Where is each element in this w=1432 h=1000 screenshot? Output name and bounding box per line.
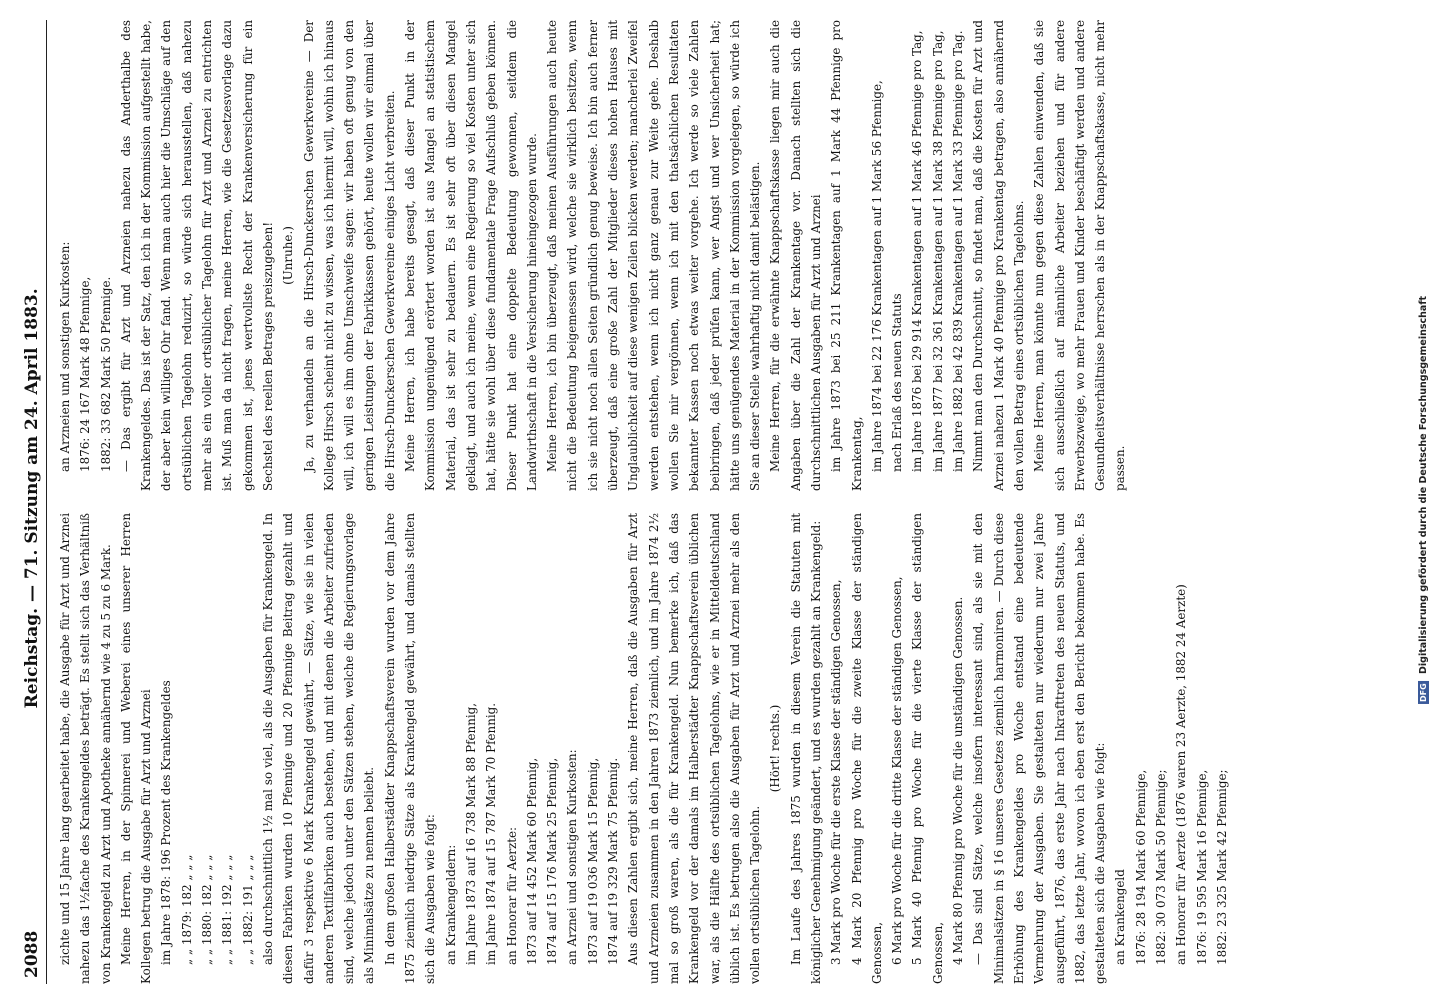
text-paragraph: 1876: 28 194 Mark 60 Pfennige, xyxy=(1133,769,1148,965)
page-number: 2088 xyxy=(22,930,42,978)
text-paragraph: an Arzneien und sonstigen Kurkosten: xyxy=(58,241,72,472)
text-paragraph: „ „ 1881: 192 „ „ „ xyxy=(220,854,235,965)
text-paragraph: im Jahre 1882 bei 42 839 Krankentagen auf 1 Mark 33 Pfennige pro Tag. xyxy=(951,30,966,472)
text-paragraph: im Jahre 1873 auf 16 738 Mark 88 Pfennig, xyxy=(463,702,478,965)
text-paragraph: Meine Herren, ich bin überzeugt, daß meinen Ausführungen auch heute nicht die Bedeutung beigemessen wird, welche sie wirklich besitzen, wenn ich sie nicht noch allen Seiten gründlich genug beweise. Ich bin auch ferner überzeugt, daß eine große Zahl der Mitglieder dieses hohen Hauses mit Unglaublichkeit auf diese wenigen Zeilen blicken werden; mancherlei Zweifel werden entstehen, wenn ich nicht ganz genau zur Weite gehe. Deshalb wollen Sie mir vergönnen, wenn ich mit den thatsächlichen Resultaten bekannter Kassen noch etwas weiter vorgehe. Ich werde so viele Zahlen beibringen, daß jeder prüfen kann, wer Angst und wer Unsicherheit hat; hätte uns genügendes Material in der Kommission vorgelegen, so würde ich Sie an dieser Stelle wahrhaftig nicht damit belästigen. xyxy=(545,20,763,491)
text-paragraph: 1874 auf 19 329 Mark 75 Pfennig. xyxy=(606,757,621,965)
text-paragraph: an Krankengeldern: xyxy=(443,844,458,965)
text-paragraph: 1876: 19 595 Mark 16 Pfennige, xyxy=(1194,769,1209,965)
text-paragraph: (Hört! rechts.) xyxy=(768,704,783,793)
text-paragraph: 1874 auf 15 176 Mark 25 Pfennig, xyxy=(545,757,560,965)
text-paragraph: In dem großen Halberstädter Knappschaftsverein wurden vor dem Jahre 1875 ziemlich niedrige Sätze als Krankengeld gewährt, und damals stellten sich die Ausgaben wie folgt: xyxy=(382,513,438,984)
text-paragraph: 1882: 30 073 Mark 50 Pfennige; xyxy=(1154,769,1169,965)
text-paragraph: im Jahre 1874 bei 22 176 Krankentagen auf 1 Mark 56 Pfennige, xyxy=(869,80,884,472)
text-paragraph: an Honorar für Aerzte: xyxy=(504,826,519,965)
text-paragraph: im Jahre 1877 bei 32 361 Krankentagen auf 1 Mark 38 Pfennige pro Tag, xyxy=(930,30,945,472)
page-title: Reichstag. — 71. Sitzung am 24. April 1883. xyxy=(22,288,42,709)
text-paragraph: also durchschnittlich 1½ mal so viel, als die Ausgaben für Krankengeld. In diesen Fabriken wurden 10 Pfennige und 20 Pfennige Beitrag gezahlt und dafür 3 respektive 6 Mark Krankengeld gewährt, — Sätze, wie sie in vielen anderen Textilfabriken auch bestehen, und mit denen die Arbeiter zufrieden sind, welche jedoch unter den Sätzen stehen, welche die Regierungsvorlage als Minimalsätze zu nennen beliebt. xyxy=(260,513,377,984)
text-paragraph: Ja, zu verhandeln an die Hirsch-Dunckerschen Gewerkvereine — Der Kollege Hirsch scheint nicht zu wissen, was ich hiermit will, wohin ich hinaus will, ich will es ihm ohne Umschweife sagen: wir haben oft genug von den geringen Leistungen der Fabrikkassen gehört, heute wollen wir einmal über die Hirsch-Dunckerschen Gewerkvereine einiges Licht verbreiten. xyxy=(301,20,397,491)
text-paragraph: im Jahre 1874 auf 15 787 Mark 70 Pfennig. xyxy=(484,702,499,965)
text-paragraph: „ „ 1880: 182 „ „ „ xyxy=(200,854,215,965)
text-paragraph: Aus diesen Zahlen ergibt sich, meine Herren, daß die Ausgaben für Arzt und Arzneien zusammen in den Jahren 1873 ziemlich, und im Jahre 1874 2½ mal so groß waren, als die für Krankengeld. Nun bemerke ich, daß das Krankengeld vor der damals im Halberstädter Knappschaftsverein üblichen war, als die Hälfte des ortsüblichen Tagelohns, wie er in Mitteldeutschland üblich ist. Es betrugen also die Ausgaben für Arzt und Arznei mehr als den vollen ortsüblichen Tagelohn. xyxy=(626,513,763,984)
text-columns xyxy=(47,20,1387,984)
text-paragraph: — Das sind Sätze, welche insofern interessant sind, als sie mit den Minimalsätzen in § 16 unseres Gesetzes ziemlich harmoniren. — Durch diese Erhöhung des Krankengeldes pro Woche entstand eine bedeutende Vermehrung der Ausgaben. Sie gestalteten nur wiederum nur zwei Jahre ausgeführt, 1876, das erste Jahr nach Inkrafttreten des neuen Statuts, und 1882, das letzte Jahr, wovon ich eben erst den Bericht bekommen habe. Es gestalteten sich die Ausgaben wie folgt: xyxy=(971,513,1108,984)
digitization-credit xyxy=(1416,0,1430,1000)
text-paragraph: zichte und 15 Jahre lang gearbeitet habe, die Ausgabe für Arzt und Arznei nahezu das 1½fache des Krankengeldes beträgt. Es stellt sich das Verhältniß von Krankengeld zu Arzt und Apotheke annähernd wie 4 zu 5 zu 6 Mark. xyxy=(58,513,113,984)
credit-text: Digitalisierung gefördert durch die Deutsche Forschungsgemeinschaft xyxy=(1417,296,1429,674)
text-paragraph: an Krankengeld xyxy=(1113,869,1128,965)
text-paragraph: Meine Herren, ich habe bereits gesagt, daß dieser Punkt in der Kommission ungenügend erörtert worden ist aus Mangel an statistischem Material, das ist sehr zu bedauern. Es ist sehr oft über diesen Mangel geklagt, und auch ich meine, wenn eine Regierung so viel Kosten unter sich hat, hätte sie wohl über diese fundamentale Frage Aufschluß geben können. Dieser Punkt hat eine doppelte Bedeutung gewonnen, seitdem die Landwirthschaft in die Versicherung hineingezogen wurde. xyxy=(403,20,539,491)
text-paragraph: nach Erlaß des neuen Statuts xyxy=(890,293,905,472)
text-paragraph: an Arznei und sonstigen Kurkosten: xyxy=(565,749,580,965)
text-paragraph: im Jahre 1873 bei 25 211 Krankentagen auf 1 Mark 44 Pfennige pro Krankentag, xyxy=(829,20,864,491)
text-paragraph: Meine Herren, für die erwähnte Knappschaftskasse liegen mir auch die Angaben über die Zahl der Krankentage vor. Danach stellten sich die durchschnittlichen Ausgaben für Arzt und Arznei xyxy=(768,20,823,491)
text-paragraph: 6 Mark pro Woche für die dritte Klasse der ständigen Genossen, xyxy=(890,576,905,965)
text-paragraph: 1873 auf 14 452 Mark 60 Pfennig, xyxy=(524,757,539,965)
text-paragraph: 4 Mark 20 Pfennig pro Woche für die zweite Klasse der ständigen Genossen, xyxy=(849,513,884,984)
dfg-logo: DFG xyxy=(1418,683,1428,702)
text-paragraph: 3 Mark pro Woche für die erste Klasse der ständigen Genossen, xyxy=(829,579,844,965)
text-paragraph: — Das ergibt für Arzt und Arzneien nahezu das Anderthalbe des Krankengeldes. Das ist der Satz, den ich in der Kommission aufgestellt habe, der aber kein williges Ohr fand. Wenn man auch hier die Umschläge auf den ortsüblichen Tagelohn reduzirt, so würde sich herausstellen, daß nahezu mehr als ein voller ortsüblicher Tagelohn für Arzt und Arznei zu entrichten ist. Muß man da nicht fragen, meine Herren, wie die Gesetzesvorlage dazu gekommen ist, jenes wertvollste Recht der Krankenversicherung für ein Sechstel des reellen Betrages preiszugeben! xyxy=(118,20,275,491)
text-paragraph: im Jahre 1876 bei 29 914 Krankentagen auf 1 Mark 46 Pfennige pro Tag, xyxy=(910,30,925,472)
text-paragraph: 1873 auf 19 036 Mark 15 Pfennig, xyxy=(585,757,600,965)
text-paragraph: im Jahre 1878: 196 Prozent des Krankengeldes xyxy=(159,680,174,965)
text-paragraph: 1882: 33 682 Mark 50 Pfennige. xyxy=(98,276,113,472)
text-paragraph: 5 Mark 40 Pfennig pro Woche für die vierte Klasse der ständigen Genossen, xyxy=(910,513,945,984)
text-paragraph: 1876: 24 167 Mark 48 Pfennige, xyxy=(78,276,93,472)
text-paragraph: Meine Herren, man könnte nun gegen diese Zahlen einwenden, daß sie sich ausschließlich auf männliche Arbeiter beziehen und für andere Erwerbszweige, wo mehr Frauen und Kinder beschäftigt werden und andere Gesundheitsverhältnisse herrschen als in der Knappschaftskasse, nicht mehr passen. xyxy=(1032,20,1128,491)
text-paragraph: Meine Herren, in der Spinnerei und Weberei eines unserer Herren Kollegen betrug die Ausgabe für Arzt und Arznei xyxy=(118,513,154,984)
text-paragraph: 1882: 23 325 Mark 42 Pfennige; xyxy=(1214,769,1229,965)
left-column xyxy=(55,513,1387,984)
text-paragraph: 4 Mark 80 Pfennig pro Woche für die unständigen Genossen. xyxy=(951,596,966,965)
text-paragraph: Im Laufe des Jahres 1875 wurden in diesem Verein die Statuten mit königlicher Genehmigung geändert, und es wurden gezahlt an Krankengeld: xyxy=(788,513,823,984)
text-paragraph: „ „ 1882: 191 „ „ „ xyxy=(240,854,255,965)
text-paragraph: Nimmt man den Durchschnitt, so findet man, daß die Kosten für Arzt und Arznei nahezu 1 Mark 40 Pfennige pro Krankentag betragen, also annähernd den vollen Betrag eines ortsüblichen Tagelohns. xyxy=(971,20,1026,491)
right-column xyxy=(55,20,1387,491)
page-header xyxy=(22,20,47,984)
text-paragraph: „ „ 1879: 182 „ „ „ xyxy=(179,854,194,965)
text-paragraph: (Unruhe.) xyxy=(281,226,296,285)
text-paragraph: an Honorar für Aerzte (1876 waren 23 Aerzte, 1882 24 Aerzte) xyxy=(1174,584,1189,965)
newspaper-page xyxy=(16,12,1411,992)
